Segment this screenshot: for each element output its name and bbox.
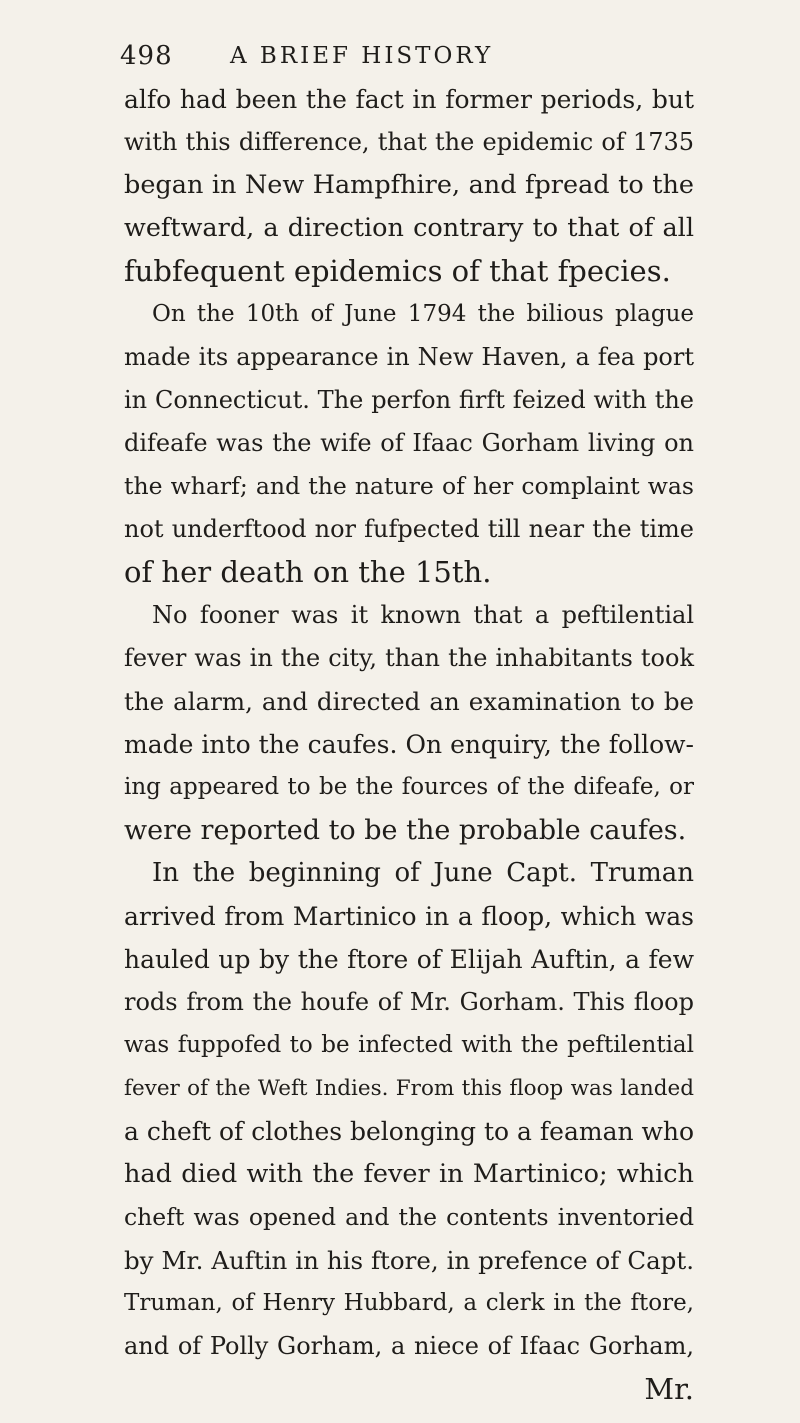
catchword: Mr. [644, 1372, 694, 1406]
paragraph-start-line: On the 10th of June 1794 the bilious plague [152, 301, 694, 327]
text-line: in Connecticut. The perfon firft feized with the [124, 386, 694, 414]
text-line: by Mr. Auftin in his ftore, in prefence of Capt. [124, 1246, 694, 1275]
text-line: hauled up by the ftore of Elijah Auftin, a few [124, 945, 694, 974]
text-line: Truman, of Henry Hubbard, a clerk in the ftore, [124, 1290, 694, 1316]
text-line: rods from the houfe of Mr. Gorham. This floop [124, 988, 694, 1016]
text-line: ing appeared to be the fources of the difeafe, or [124, 774, 694, 800]
text-line: of her death on the 15th. [124, 555, 492, 589]
text-line: had died with the fever in Martinico; which [124, 1159, 694, 1189]
text-line: and of Polly Gorham, a niece of Ifaac Gorham, [124, 1332, 694, 1360]
text-line: fever of the Weft Indies. From this floop was landed [124, 1076, 694, 1101]
text-line: not underftood nor fufpected till near the time [124, 515, 694, 543]
text-line: the alarm, and directed an examination to be [124, 687, 694, 716]
text-line: the wharf; and the nature of her complaint was [124, 472, 694, 500]
text-line: with this difference, that the epidemic of 1735 [124, 128, 694, 156]
page-number: 498 [120, 41, 173, 71]
text-line: a cheft of clothes belonging to a feaman who [124, 1117, 695, 1146]
running-head [120, 38, 680, 74]
text-line: made into the caufes. On enquiry, the follow- [124, 730, 694, 759]
text-line: began in New Hampfhire, and fpread to the [124, 170, 694, 200]
text-line: were reported to be the probable caufes. [124, 815, 687, 846]
text-line: made its appearance in New Haven, a fea port [124, 343, 694, 371]
text-line: fever was in the city, than the inhabitants took [124, 644, 694, 672]
text-line: arrived from Martinico in a floop, which was [124, 902, 694, 931]
text-line: cheft was opened and the contents inventoried [124, 1203, 694, 1231]
paragraph-start-line: No fooner was it known that a peftilential [152, 601, 694, 629]
body-text [124, 78, 694, 1411]
text-line: fubfequent epidemics of that fpecies. [124, 254, 671, 288]
text-line: weftward, a direction contrary to that of all [124, 213, 694, 243]
running-title: A BRIEF HISTORY [230, 43, 494, 69]
text-line: alfo had been the fact in former periods, but [124, 85, 694, 114]
paragraph-start-line: In the beginning of June Capt. Truman [152, 858, 694, 888]
text-line: was fuppofed to be infected with the peftilential [124, 1032, 694, 1058]
text-line: difeafe was the wife of Ifaac Gorham living on [124, 429, 694, 457]
